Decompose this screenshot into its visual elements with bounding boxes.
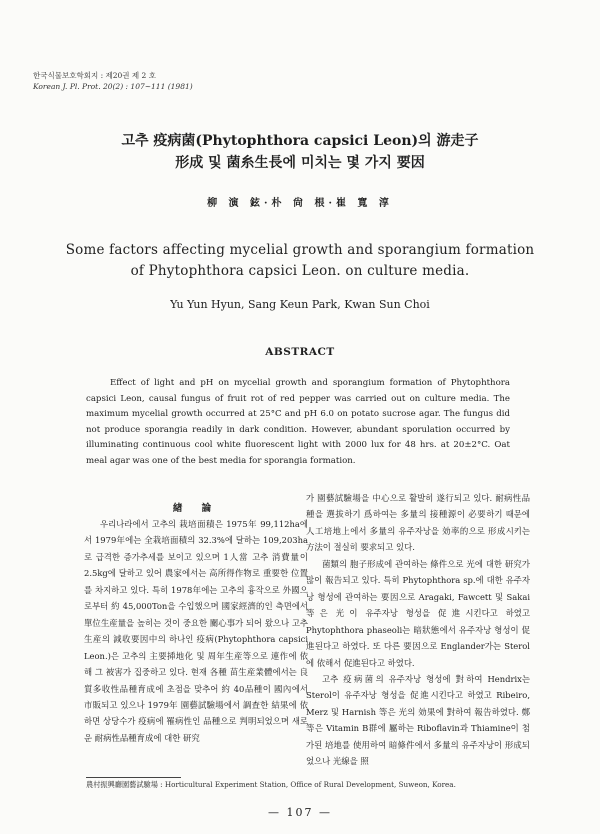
right-paragraph-3: 고추 疫病菌의 유주자낭 형성에 對하여 Hendrix는 Sterol이 유주자낭 형성을 促進시킨다고 하였고 Ribeiro, Merz 및 Harnish 等은 光의 効果에 對하여 報告하였다. 鄭等은 Vitamin B群에 屬하는 Riboflavin과 Thiamine이 첨가된 培地를 使用하여 暗條件에서 多量의 유주자낭이 形成되었으나 光線을 照 xyxy=(306,673,530,767)
right-paragraph-2: 菌類의 胞子形成에 관여하는 條件으로 光에 대한 研究가 많이 報告되고 있다. 특히 Phytophthora sp.에 대한 유주자낭 형성에 관여하는 要因으로 Aragaki, Fawcett 및 Sakai 等은 光이 유주자낭 형성을 促進시킨다고 하였고 Phytophthora phaseoli는 暗狀態에서 유주자낭 형성이 促進된다고 하였다. 또 다른 要因으로 Englander가는 Sterol에 依해서 促進된다고 하였다. xyxy=(306,558,530,668)
korean-authors: 柳 演 鉉·朴 尙 根·崔 寬 淳 xyxy=(207,198,393,209)
right-paragraph-1: 가 園藝試驗場을 中心으로 활발히 遂行되고 있다. 耐病性品種을 選拔하기 爲하여는 多量의 接種源이 必要하기 때문에 人工培地上에서 多量의 유주자낭을 効率的으로 形成시키는 方法이 절실히 要求되고 있다. xyxy=(306,493,530,553)
abstract-heading: ABSTRACT xyxy=(265,346,335,358)
abstract-text: Effect of light and pH on mycelial growth and sporangium formation of Phytophthora capsici Leon, causal fungus of fruit rot of red pepper was carried out on culture media. The maximum mycelial growth occurred at 25°C and pH 6.0 on potato sucrose agar. The fungus did not produce sporangia readily in dark condition. However, abundant sporulation occurred by illuminating continuous cool white fluorescent light with 2000 lux for 48 hrs. at 20±2°C. Oat meal agar was one of the best media for sporangia formation. xyxy=(86,378,510,466)
footnote-rule xyxy=(86,777,181,778)
english-title-line-2: of Phytophthora capsici Leon. on culture media. xyxy=(130,263,470,279)
introduction-heading: 緖 論 xyxy=(172,503,220,514)
page-number: — 107 — xyxy=(268,806,332,819)
korean-title-line-2: 形成 및 菌糸生長에 미치는 몇 가지 要因 xyxy=(175,155,425,171)
left-column xyxy=(84,516,308,746)
korean-title-line-1: 고추 疫病菌(Phytophthora capsici Leon)의 游走子 xyxy=(121,133,479,149)
english-authors: Yu Yun Hyun, Sang Keun Park, Kwan Sun Choi xyxy=(170,298,430,311)
english-title-line-1: Some factors affecting mycelial growth and sporangium formation xyxy=(65,242,535,258)
right-column xyxy=(306,490,530,770)
left-paragraph-1: 우리나라에서 고추의 栽培面積은 1975年 99,112ha에서 1979年에는 全栽培面積의 32.3%에 달하는 109,203ha로 급격한 증가추세를 보이고 있으며 1人當 고추 消費量이 2.5kg에 달하고 있어 農家에서는 高所得作物로 重要한 位置를 차지하고 있다. 특히 1978年에는 고추의 흉작으로 外國으로부터 約 45,000Ton을 수입했으며 國家經濟的인 측면에서 單位生産量을 높히는 것이 중요한 關心事가 되어 왔으나 고추 生産의 減收要因中의 하나인 疫病(Phytophthora capsici Leon.)은 고추의 主要揷地化 및 周年生産等으로 連作에 依해 그 被害가 집중하고 있다. 현재 各種 苗生産業體에서는 良質多收性品種育成에 초점을 맞추어 約 40品種이 國內에서 市販되고 있으나 1979年 園藝試驗場에서 調査한 結果에 依하면 상당수가 疫病에 罹病性인 品種으로 判明되었으며 새로운 耐病性品種育成에 대한 研究 xyxy=(84,519,308,743)
abstract-body xyxy=(86,376,510,470)
journal-line-korean: 한국식물보호학회지 : 제20권 제 2 호 xyxy=(33,71,156,80)
journal-citation xyxy=(33,71,193,92)
footnote: 農村振興廳園藝試驗場 : Horticultural Experiment Station, Office of Rural Development, Suweon, Korea. xyxy=(86,780,456,789)
journal-line-english: Korean J. Pl. Prot. 20(2) : 107~111 (1981) xyxy=(33,81,193,91)
